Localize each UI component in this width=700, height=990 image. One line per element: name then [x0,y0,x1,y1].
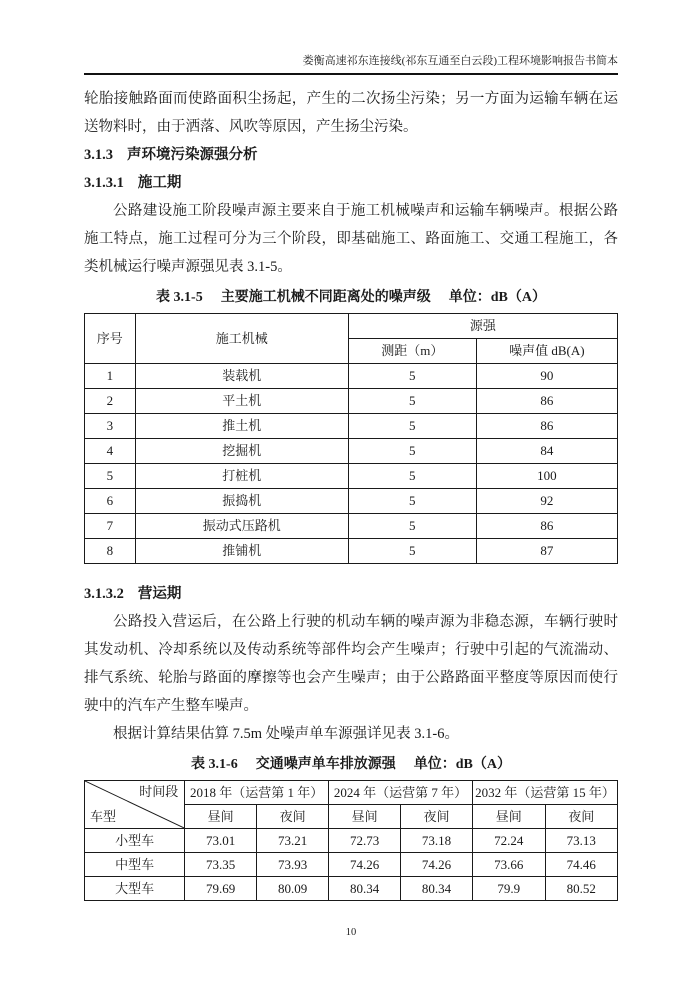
cell-machine: 推铺机 [135,539,348,564]
header-nighttime: 夜间 [257,805,329,829]
cell-machine: 振捣机 [135,489,348,514]
cell-no: 4 [85,439,136,464]
cell-value: 73.66 [473,853,545,877]
table-title: 交通噪声单车排放源强 [255,757,396,772]
cell-value: 73.21 [257,829,329,853]
header-source-strength: 源强 [348,314,617,339]
table-row [85,414,618,439]
table-3-1-5-caption [84,285,618,311]
table-title: 主要施工机械不同距离处的噪声级 [220,290,431,305]
section-heading-3-1-3-1 [84,169,618,197]
cell-distance: 5 [348,514,476,539]
cell-distance: 5 [348,489,476,514]
paragraph-construction: 公路建设施工阶段噪声源主要来自于施工机械噪声和运输车辆噪声。根据公路施工特点，施工过程可分为三个阶段，即基础施工、路面施工、交通工程施工，各类机械运行噪声源强见表 3.1-5。 [84,203,618,275]
table-unit: 单位：dB（A） [448,290,546,305]
header-year-2018: 2018 年（运营第 1 年） [185,781,329,805]
table-row [85,489,618,514]
cell-machine: 平土机 [135,389,348,414]
table-row [85,539,618,564]
header-daytime: 昼间 [329,805,401,829]
cell-value: 80.09 [257,877,329,901]
cell-noise: 100 [476,464,617,489]
cell-value: 80.52 [545,877,618,901]
traffic-noise-emission-table [84,780,618,901]
table-label: 表 3.1-6 [191,757,238,772]
cell-distance: 5 [348,364,476,389]
diagonal-header-cell [85,781,185,829]
header-distance: 测距（m） [348,339,476,364]
section-title: 营运期 [137,586,182,602]
page-number: 10 [345,927,357,938]
table-row [85,829,618,853]
cell-distance: 5 [348,389,476,414]
table-label: 表 3.1-5 [156,290,203,305]
cell-no: 3 [85,414,136,439]
cell-value: 73.35 [185,853,257,877]
table-header-row [85,314,618,339]
table-3-1-6-caption [84,752,618,778]
cell-no: 6 [85,489,136,514]
cell-value: 72.24 [473,829,545,853]
cell-vehicle-type: 小型车 [85,829,185,853]
cell-value: 74.26 [329,853,401,877]
table-row [85,853,618,877]
cell-value: 73.93 [257,853,329,877]
header-daytime: 昼间 [185,805,257,829]
table-row [85,464,618,489]
section-number: 3.1.3.1 [84,175,124,191]
page-header [84,50,618,75]
header-title: 娄衡高速祁东连接线(祁东互通至白云段)工程环境影响报告书简本 [302,55,618,67]
section-heading-3-1-3 [84,141,618,169]
cell-noise: 86 [476,389,617,414]
cell-no: 2 [85,389,136,414]
header-nighttime: 夜间 [401,805,473,829]
cell-vehicle-type: 大型车 [85,877,185,901]
cell-value: 73.13 [545,829,618,853]
cell-value: 80.34 [401,877,473,901]
cell-value: 73.01 [185,829,257,853]
cell-machine: 振动式压路机 [135,514,348,539]
cell-noise: 86 [476,414,617,439]
cell-value: 79.9 [473,877,545,901]
corner-label-period: 时间段 [139,784,179,799]
cell-machine: 打桩机 [135,464,348,489]
cell-distance: 5 [348,464,476,489]
header-year-2032: 2032 年（运营第 15 年） [473,781,618,805]
section-title: 施工期 [137,175,182,191]
section-number: 3.1.3.2 [84,586,124,602]
cell-value: 74.46 [545,853,618,877]
table-row [85,364,618,389]
cell-value: 74.26 [401,853,473,877]
cell-value: 73.18 [401,829,473,853]
cell-no: 7 [85,514,136,539]
cell-value: 80.34 [329,877,401,901]
header-nighttime: 夜间 [545,805,618,829]
header-noise-value: 噪声值 dB(A) [476,339,617,364]
paragraph-operation: 公路投入营运后，在公路上行驶的机动车辆的噪声源为非稳态源，车辆行驶时其发动机、冷却系统以及传动系统等部件均会产生噪声；行驶中引起的气流湍动、排气系统、轮胎与路面的摩擦等也会产生噪声；由于公路路面平整度等原因而使行驶中的汽车产生整车噪声。 [84,614,618,714]
cell-distance: 5 [348,414,476,439]
cell-noise: 84 [476,439,617,464]
cell-no: 8 [85,539,136,564]
table-row [85,389,618,414]
cell-noise: 92 [476,489,617,514]
cell-noise: 90 [476,364,617,389]
table-row [85,514,618,539]
header-index: 序号 [85,314,136,364]
cell-noise: 87 [476,539,617,564]
table-row [85,439,618,464]
cell-value: 72.73 [329,829,401,853]
cell-machine: 挖掘机 [135,439,348,464]
cell-no: 1 [85,364,136,389]
header-daytime: 昼间 [473,805,545,829]
cell-noise: 86 [476,514,617,539]
header-year-2024: 2024 年（运营第 7 年） [329,781,473,805]
header-machine: 施工机械 [135,314,348,364]
cell-distance: 5 [348,439,476,464]
cell-machine: 推土机 [135,414,348,439]
paragraph-estimate: 根据计算结果估算 7.5m 处噪声单车源强详见表 3.1-6。 [113,726,459,742]
table-row [85,877,618,901]
table-header-row [85,781,618,805]
section-heading-3-1-3-2 [84,580,618,608]
cell-vehicle-type: 中型车 [85,853,185,877]
cell-distance: 5 [348,539,476,564]
cell-value: 79.69 [185,877,257,901]
cell-machine: 装载机 [135,364,348,389]
section-number: 3.1.3 [84,147,113,163]
corner-label-vehicle-type: 车型 [90,809,117,824]
construction-machinery-noise-table [84,313,618,564]
cell-no: 5 [85,464,136,489]
paragraph-dust: 轮胎接触路面而使路面积尘扬起，产生的二次扬尘污染；另一方面为运输车辆在运送物料时，由于洒落、风吹等原因，产生扬尘污染。 [84,91,618,135]
table-unit: 单位：dB（A） [413,757,511,772]
section-title: 声环境污染源强分析 [127,147,258,163]
